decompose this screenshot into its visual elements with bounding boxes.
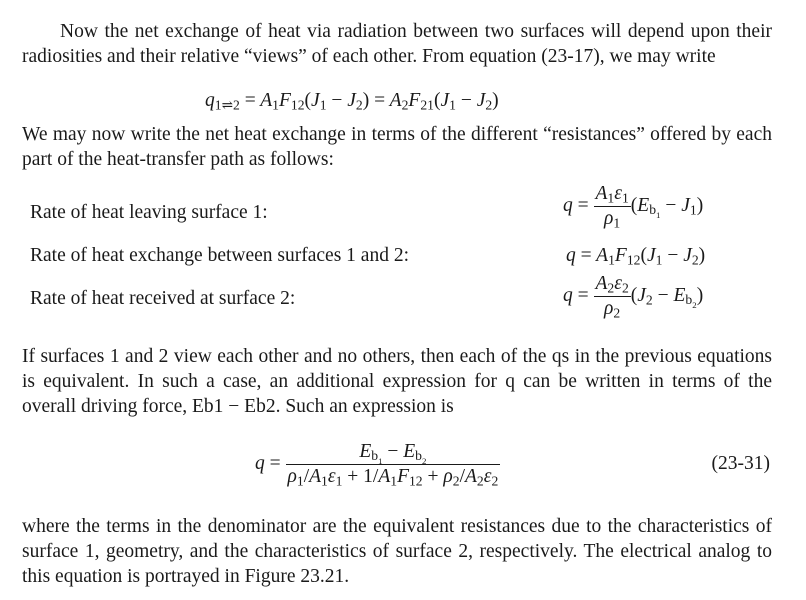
equation-heat-received: q = $\frac{A_2\varepsilon_2}{\rho_2}$ $(J_2 - E_{b_2})$ bbox=[563, 273, 704, 321]
equation-number: (23-31) bbox=[711, 453, 770, 474]
label-heat-exchange: Rate of heat exchange between surfaces 1 and 2: bbox=[30, 245, 409, 266]
paragraph-denominator-terms: where the terms in the denominator are the equivalent resistances due to the characteristics of surface 1, geometry, and the characteristics of surface 2, respectively. The electrical analog to this equation is portrayed in Figure 23.21. bbox=[22, 516, 772, 587]
label-heat-leaving: Rate of heat leaving surface 1: bbox=[30, 202, 268, 223]
paragraph-resistances: We may now write the net heat exchange in terms of the different “resistances” offered by each part of the heat-transfer path as follows: bbox=[22, 124, 772, 170]
paragraph-equivalent-qs: If surfaces 1 and 2 view each other and no others, then each of the qs in the previous equations is equivalent. In such a case, an additional expression for q can be written in terms of the overall driving force, Eb1 − Eb2. Such an expression is bbox=[22, 346, 772, 417]
equation-heat-exchange: $q = A_1F_{12}(J_1 - J_2)$ bbox=[566, 245, 706, 268]
equation-overall-driving-force: q = $\frac{E_{b_1} - E_{b_2}}{\rho_1/A_1\varepsilon_1 + 1/A_1F_{12} + \rho_2/A_2\varepsilon_2}$ bbox=[255, 441, 499, 489]
paragraph-radiosity-intro: Now the net exchange of heat via radiation between two surfaces will depend upon their radiosities and their relative “views” of each other. From equation (23-17), we may write bbox=[22, 21, 772, 67]
equation-net-exchange: $q_{1\rightleftharpoons 2} = A_1F_{12}(J_1 - J_2) = A_2F_{21}(J_1 - J_2)$ bbox=[205, 90, 499, 113]
equation-heat-leaving: q = $\frac{A_1\varepsilon_1}{\rho_1}$ $(E_{b_1} - J_1)$ bbox=[563, 183, 704, 231]
label-heat-received: Rate of heat received at surface 2: bbox=[30, 288, 296, 309]
